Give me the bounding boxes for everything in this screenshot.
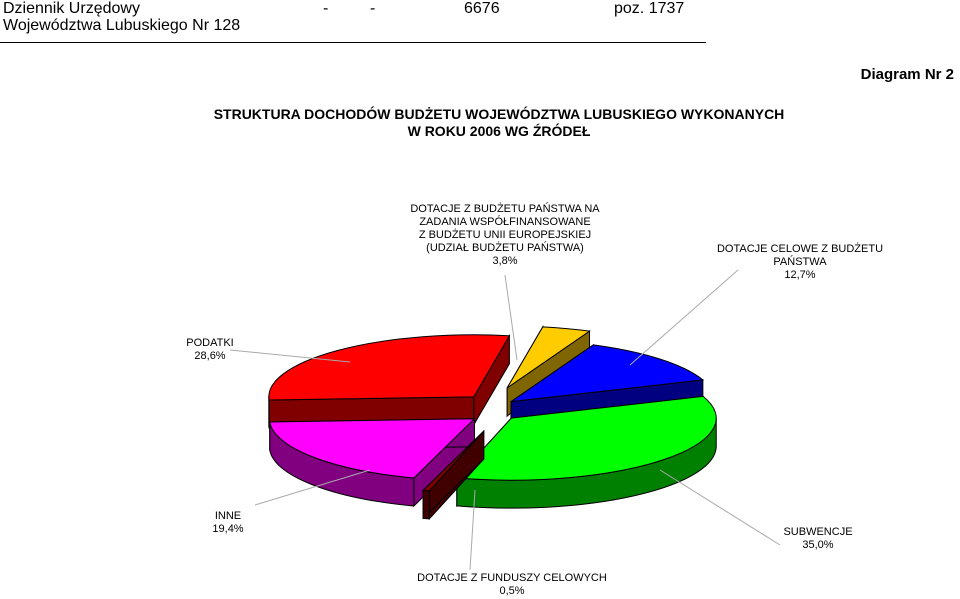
- slice-label-line: DOTACJE Z BUDŻETU PAŃSTWA NA: [410, 203, 600, 215]
- slice-label-line: DOTACJE Z FUNDUSZY CELOWYCH: [417, 572, 607, 584]
- slice-label-line: (UDZIAŁ BUDŻETU PAŃSTWA): [426, 242, 584, 254]
- header-dash: -: [370, 0, 376, 17]
- slice-label-line: DOTACJE CELOWE Z BUDŻETU: [716, 243, 884, 255]
- slice-value: 12,7%: [784, 269, 816, 281]
- slice-label-line: INNE: [214, 510, 242, 522]
- pie-slice-3: [457, 396, 716, 508]
- journal-name: Dziennik Urzędowy: [3, 0, 140, 17]
- header-dash: -: [323, 0, 329, 17]
- leader-line: [630, 270, 738, 365]
- page-number: 6676: [464, 0, 500, 17]
- leader-line: [660, 470, 780, 545]
- slice-label-1: [410, 203, 599, 268]
- slice-label-6: [186, 337, 233, 363]
- slice-label-line: ZADANIA WSPÓŁFINANSOWANE: [419, 216, 591, 228]
- issue-name: Województwa Lubuskiego Nr 128: [3, 17, 241, 34]
- slice-value: 0,5%: [499, 585, 525, 597]
- chart-title-line2: W ROKU 2006 WG ŹRÓDEŁ: [407, 123, 591, 139]
- slice-label-4: [417, 572, 607, 598]
- position-number: poz. 1737: [614, 0, 685, 17]
- slice-label-line: SUBWENCJE: [783, 526, 853, 538]
- slice-label-line: PAŃSTWA: [773, 256, 827, 268]
- diagram-number: Diagram Nr 2: [860, 66, 954, 83]
- slice-value: 35,0%: [802, 539, 834, 551]
- slice-label-2: [717, 243, 883, 282]
- slice-label-5: [212, 510, 243, 536]
- chart-title-line1: STRUKTURA DOCHODÓW BUDŻETU WOJEWÓDZTWA LUBUSKIEGO WYKONANYCH: [213, 106, 785, 122]
- slice-value: 28,6%: [194, 350, 226, 362]
- slice-label-line: PODATKI: [186, 337, 234, 349]
- pie-slice-6: [269, 335, 510, 428]
- slice-label-line: Z BUDŻETU UNII EUROPEJSKIEJ: [418, 229, 592, 241]
- slice-value: 3,8%: [492, 255, 518, 267]
- slice-label-3: [783, 526, 852, 552]
- slice-value: 19,4%: [212, 523, 244, 535]
